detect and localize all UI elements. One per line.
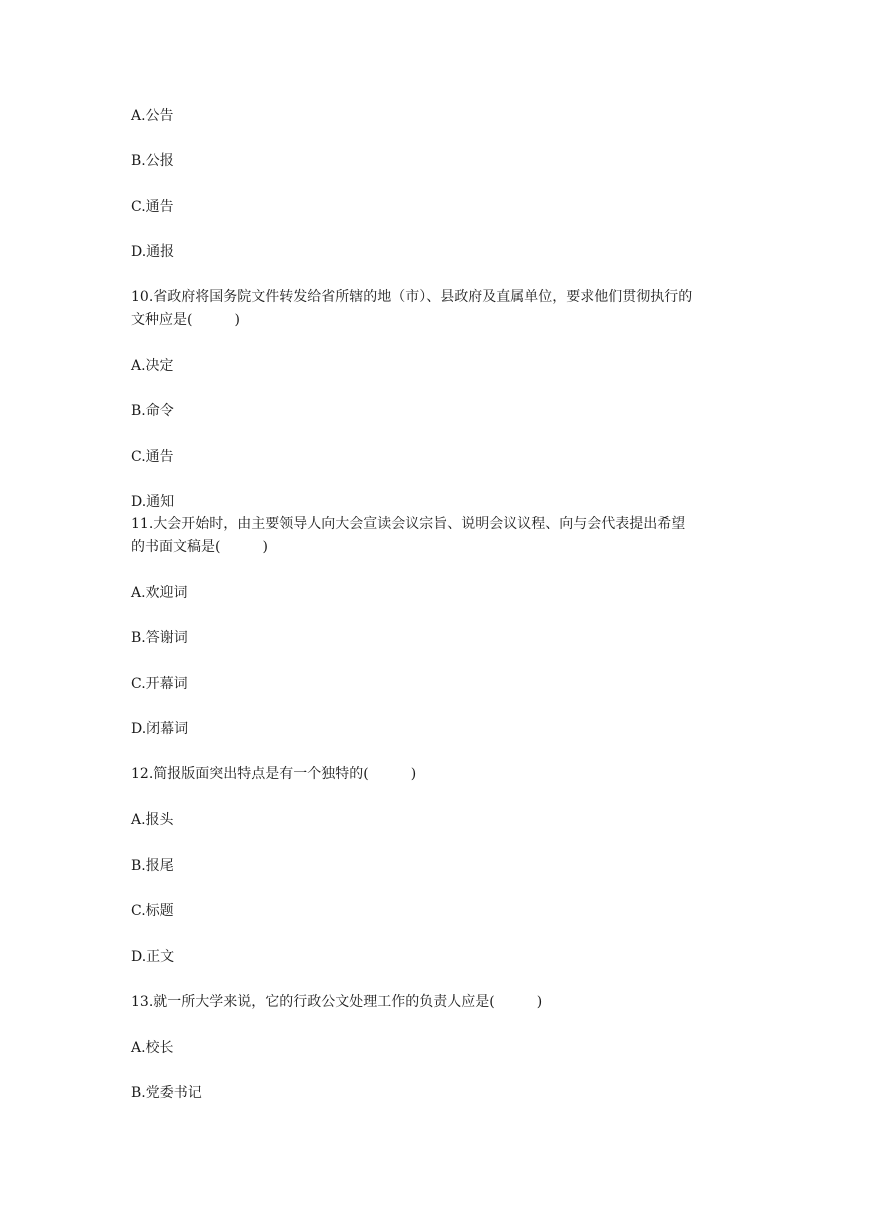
question-10-stem-line-1: 10.省政府将国务院文件转发给省所辖的地（市）、县政府及直属单位，要求他们贯彻执行的 bbox=[131, 289, 693, 305]
question-11-option-d: D.闭幕词 bbox=[131, 721, 189, 737]
question-12-option-d: D.正文 bbox=[131, 949, 175, 965]
question-10-option-b: B.命令 bbox=[131, 403, 174, 419]
question-12-option-c: C.标题 bbox=[131, 903, 174, 919]
question-11-option-a: A.欢迎词 bbox=[131, 585, 188, 601]
question-13-option-a: A.校长 bbox=[131, 1040, 174, 1056]
question-10-option-c: C.通告 bbox=[131, 449, 174, 465]
question-11-stem-line-2: 的书面文稿是( ) bbox=[131, 539, 268, 555]
option-prev-b: B.公报 bbox=[131, 153, 174, 169]
question-13-stem: 13.就一所大学来说，它的行政公文处理工作的负责人应是( ) bbox=[131, 994, 543, 1010]
question-12-option-a: A.报头 bbox=[131, 812, 174, 828]
question-10-option-d: D.通知 bbox=[131, 494, 175, 510]
option-prev-d: D.通报 bbox=[131, 244, 175, 260]
question-11-option-b: B.答谢词 bbox=[131, 630, 188, 646]
option-prev-c: C.通告 bbox=[131, 199, 174, 215]
question-11-stem bbox=[131, 513, 751, 559]
question-10-option-a: A.决定 bbox=[131, 358, 174, 374]
question-10-stem bbox=[131, 286, 751, 332]
question-12-option-b: B.报尾 bbox=[131, 858, 174, 874]
question-11-stem-line-1: 11.大会开始时，由主要领导人向大会宣读会议宗旨、说明会议议程、向与会代表提出希望 bbox=[131, 516, 686, 532]
option-prev-a: A.公告 bbox=[131, 108, 174, 124]
question-13-option-b: B.党委书记 bbox=[131, 1085, 202, 1101]
question-12-stem: 12.简报版面突出特点是有一个独特的( ) bbox=[131, 766, 417, 782]
question-10-stem-line-2: 文种应是( ) bbox=[131, 312, 240, 328]
question-11-option-c: C.开幕词 bbox=[131, 676, 188, 692]
